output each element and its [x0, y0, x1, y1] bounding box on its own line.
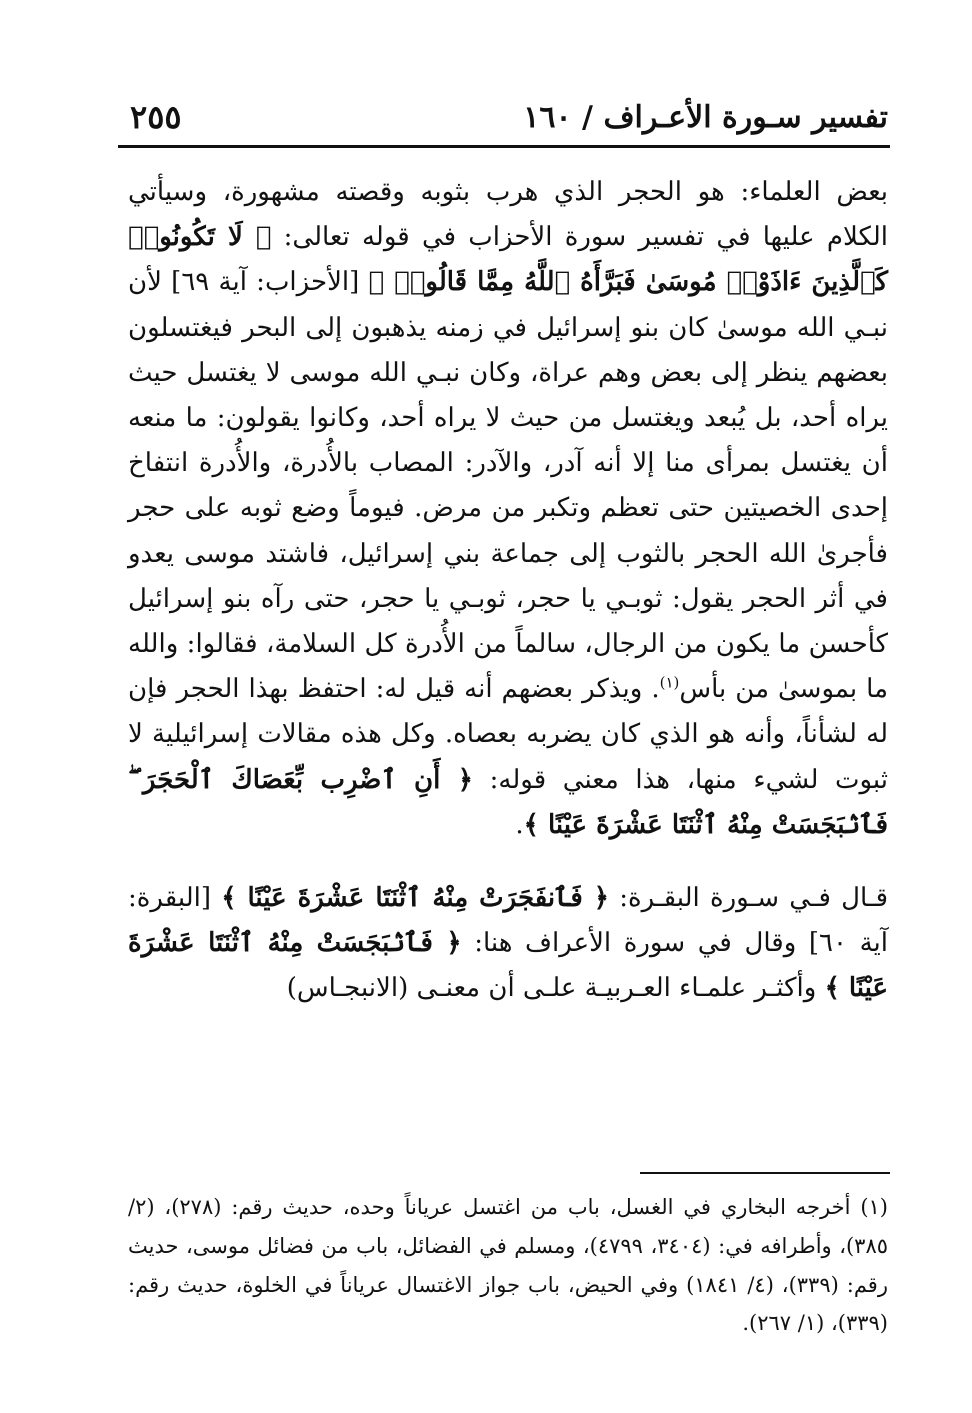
- quran-verse: ﴿ لَا تَكُونُوا۟ كَٱلَّذِينَ ءَاذَوْا۟ مُوسَىٰ فَبَرَّأَهُ ٱللَّهُ مِمَّا قَالُوا۟ ﴾: [128, 222, 888, 298]
- quran-verse: ﴿ فَٱنۢبَجَسَتْ مِنْهُ ٱثْنَتَا عَشْرَةَ عَيْنًا ﴾: [128, 928, 888, 1004]
- text-run: بعض العلماء: هو الحجر الذي هرب بثوبه وقصته مشهورة، وسيأتي الكلام عليها في تفسير سورة الأحزاب في قوله تعالى:: [128, 177, 889, 253]
- running-title: تفسير سـورة الأعـراف / ١٦٠: [523, 100, 888, 135]
- page-number: ٢٥٥: [130, 98, 182, 136]
- header-rule: [118, 145, 890, 148]
- footnote-rule: [640, 1172, 890, 1174]
- main-text: [128, 170, 888, 1012]
- text-run: .: [515, 809, 524, 840]
- text-run: [الأحزاب: آية ٦٩] لأن نبـي الله موسىٰ كان بنو إسرائيل في زمنه يذهبون إلى البحر فيغتسلون بعضهم ينظر إلى بعض وهم عراة، وكان نبـي الله موسى لا يغتسل حيث يراه أحد، بل يُبعد ويغتسل من حيث لا يراه أحد، وكانوا يقولون: ما منعه أن يغتسل بمرأى منا إلا أنه آدر، والآدر: المصاب بالأُدرة، والأُدرة انتفاخ إحدى الخصيتين حتى تعظم وتكبر من مرض. فيوماً وضع ثوبه على حجر فأجرىٰ الله الحجر بالثوب إلى جماعة بني إسرائيل، فاشتد موسى يعدو في أثر الحجر يقول: ثوبـي يا حجر، ثوبـي يا حجر، حتى رآه بنو إسرائيل كأحسن ما يكون من الرجال، سالماً من الأُدرة كل السلامة، فقالوا: والله ما بموسىٰ من بأس: [128, 267, 888, 705]
- text-run: . ويذكر بعضهم أنه قيل له: احتفظ بهذا الحجر فإن له لشأناً، وأنه هو الذي كان يضربه بعصاه. وكل هذه مقالات إسرائيلية لا ثبوت لشيء منها، هذا معني قوله:: [128, 674, 889, 795]
- quran-verse: ﴿ أَنِ ٱضْرِب بِّعَصَاكَ ٱلْحَجَرَ ۖ فَٱنۢبَجَسَتْ مِنْهُ ٱثْنَتَا عَشْرَةَ عَيْنًا ﴾: [128, 764, 888, 840]
- text-run: وأكثـر علمـاء العـربيـة علـى أن معنـى (الانبجـاس): [286, 973, 825, 1004]
- footnotes: [128, 1188, 888, 1343]
- text-run: [البقرة: آية ٦٠] وقال في سورة الأعراف هنا:: [128, 883, 888, 959]
- paragraph-2: [128, 876, 888, 1012]
- quran-verse: ﴿ فَٱنفَجَرَتْ مِنْهُ ٱثْنَتَا عَشْرَةَ عَيْنًا ﴾: [221, 883, 610, 914]
- footnote-reference: (١): [659, 673, 680, 692]
- footnote-1: (١) أخرجه البخاري في الغسل، باب من اغتسل عرياناً وحده، حديث رقم: (٢٧٨)، (٢/ ٣٨٥)، وأطرافه في: (٣٤٠٤، ٤٧٩٩)، ومسلم في الفضائل، باب من فضائل موسى، حديث رقم: (٣٣٩)، (٤/ ١٨٤١) وفي الحيض، باب جواز الاغتسال عرياناً في الخلوة، حديث رقم: (٣٣٩)، (١/ ٢٦٧).: [128, 1195, 889, 1336]
- page-header: [118, 98, 888, 148]
- paragraph-1: [128, 170, 888, 848]
- text-run: قـال فـي سـورة البقـرة:: [609, 883, 888, 914]
